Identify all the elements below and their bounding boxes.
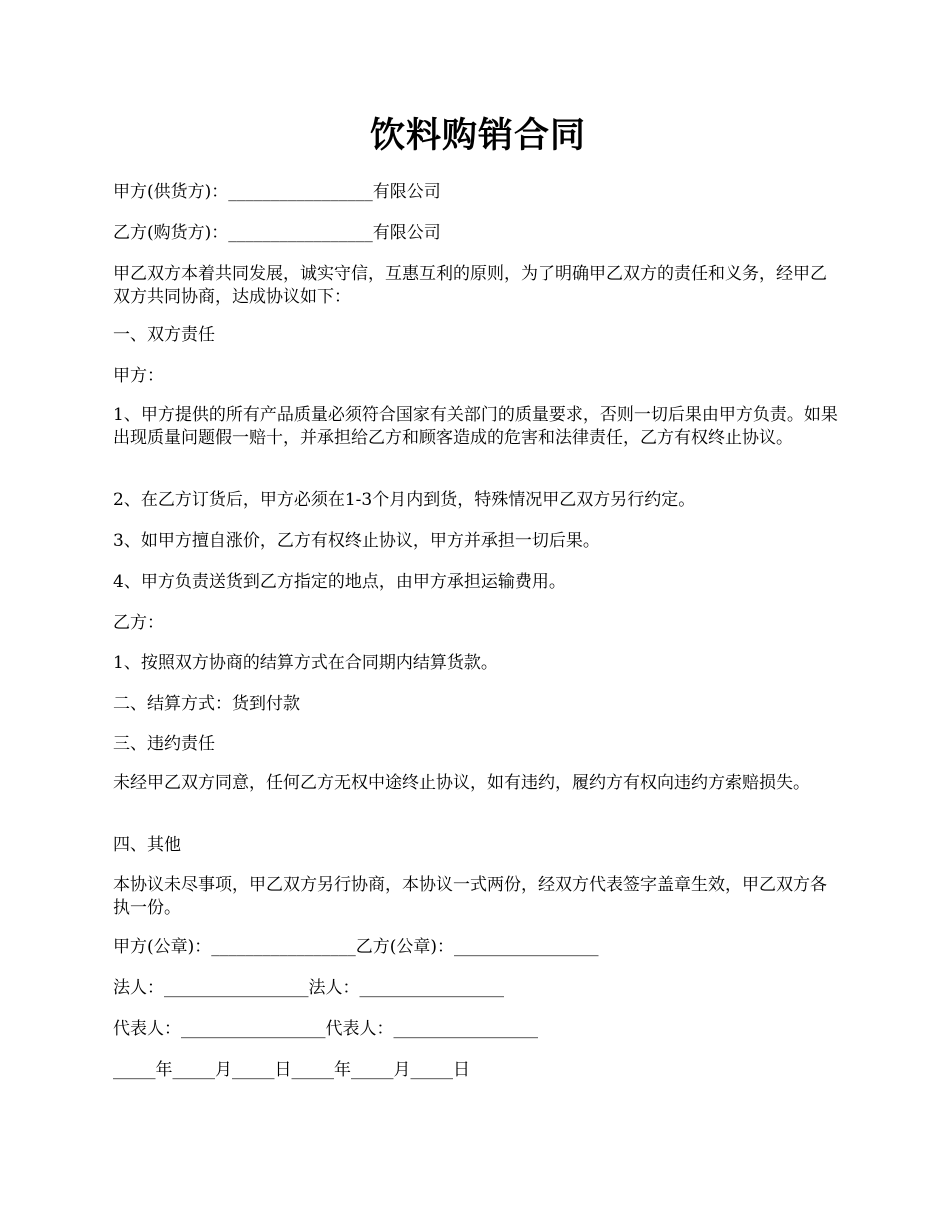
party-b-label: 乙方： — [113, 613, 164, 633]
party-a-clause-3: 3、如甲方擅自涨价，乙方有权终止协议，甲方并承担一切后果。 — [113, 531, 600, 551]
party-a-clause-2: 2、在乙方订货后，甲方必须在1-3个月内到货，特殊情况甲乙双方另行约定。 — [113, 490, 696, 510]
seal-signature-line: 甲方(公章)：_________________乙方(公章)：_________________ — [113, 937, 599, 957]
party-a-clause-4: 4、甲方负责送货到乙方指定的地点，由甲方承担运输费用。 — [113, 572, 566, 592]
party-b-buyer-line: 乙方(购货方)：_________________有限公司 — [113, 223, 441, 243]
representative-signature-line: 代表人：_________________代表人：_________________ — [113, 1019, 538, 1039]
document-title: 饮料购销合同 — [369, 116, 586, 156]
section-heading-responsibilities: 一、双方责任 — [113, 325, 215, 345]
party-b-clause-1: 1、按照双方协商的结算方式在合同期内结算货款。 — [113, 653, 498, 673]
legal-person-signature-line: 法人：_________________法人：_________________ — [113, 978, 504, 998]
party-a-label: 甲方： — [113, 366, 164, 386]
other-paragraph: 本协议未尽事项，甲乙双方另行协商，本协议一式两份，经双方代表签字盖章生效，甲乙双方各执一份。 — [113, 875, 827, 918]
breach-paragraph: 未经甲乙双方同意，任何乙方无权中途终止协议，如有违约，履约方有权向违约方索赔损失。 — [113, 773, 810, 793]
party-a-supplier-line: 甲方(供货方)：_________________有限公司 — [113, 182, 441, 202]
section-heading-settlement: 二、结算方式：货到付款 — [113, 694, 300, 714]
section-heading-breach: 三、违约责任 — [113, 734, 215, 754]
party-a-clause-1: 1、甲方提供的所有产品质量必须符合国家有关部门的质量要求，否则一切后果由甲方负责。如果出现质量问题假一赔十，并承担给乙方和顾客造成的危害和法律责任，乙方有权终止协议。 — [113, 405, 838, 448]
section-heading-other: 四、其他 — [113, 835, 181, 855]
date-line: _____年_____月_____日_____年_____月_____日 — [113, 1060, 470, 1080]
preamble-paragraph: 甲乙双方本着共同发展，诚实守信，互惠互利的原则，为了明确甲乙双方的责任和义务，经甲乙双方共同协商，达成协议如下： — [113, 264, 827, 307]
